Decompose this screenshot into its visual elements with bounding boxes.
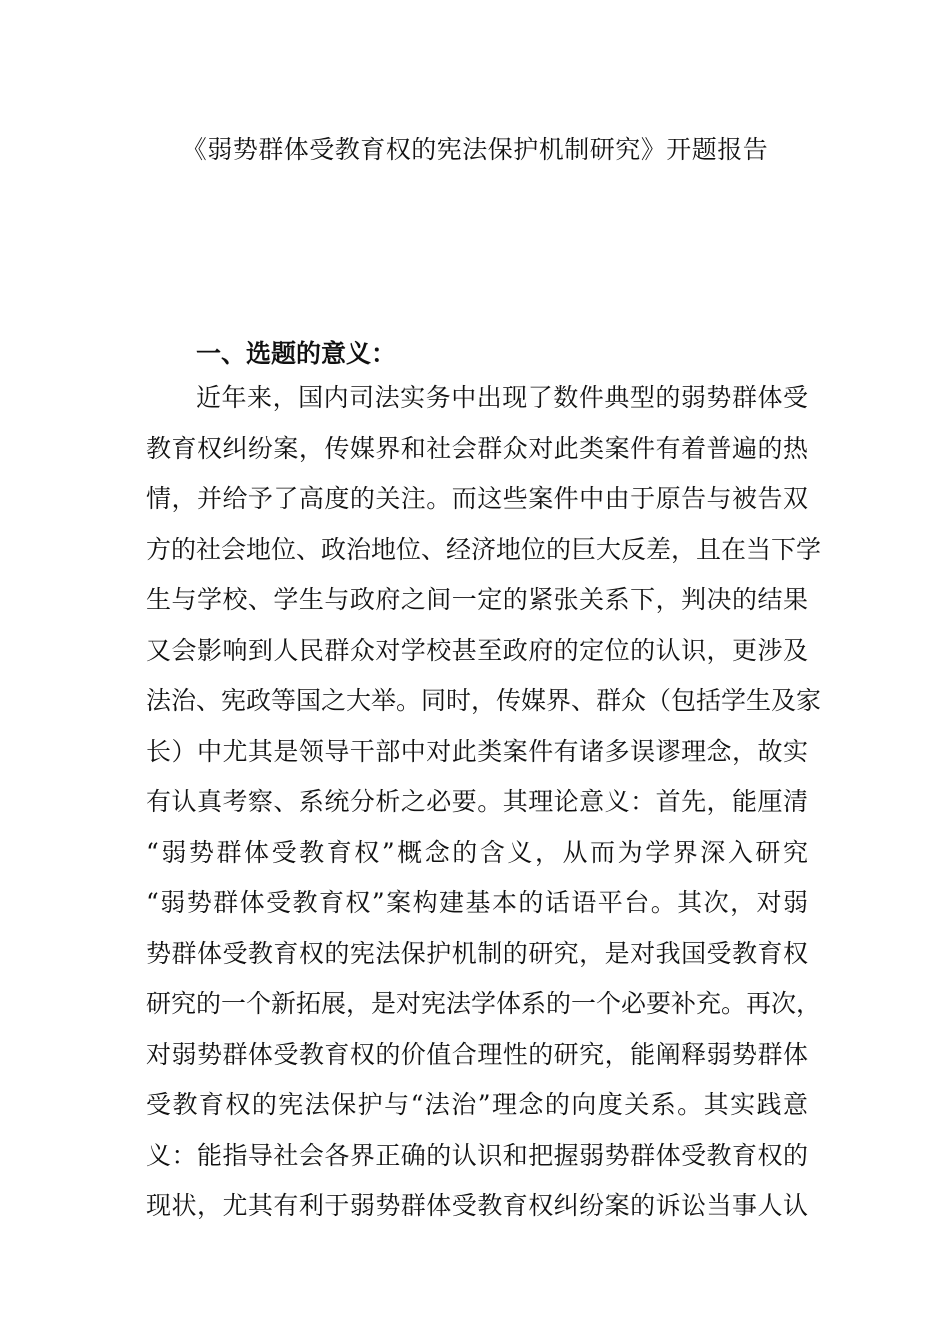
paragraph-line: 长）中尤其是领导干部中对此类案件有诸多误谬理念，故实 [146,736,808,766]
paragraph-line: “弱势群体受教育权”概念的含义，从而为学界深入研究 [146,837,808,867]
section-heading: 一、选题的意义： [196,339,397,368]
paragraph-line: 势群体受教育权的宪法保护机制的研究，是对我国受教育权 [146,938,808,968]
paragraph-line: 受教育权的宪法保护与“法治”理念的向度关系。其实践意 [146,1090,808,1119]
paragraph-line: 对弱势群体受教育权的价值合理性的研究，能阐释弱势群体 [146,1039,808,1069]
paragraph-line: 现状，尤其有利于弱势群体受教育权纠纷案的诉讼当事人认 [146,1191,808,1220]
paragraph-line: 又会影响到人民群众对学校甚至政府的定位的认识，更涉及 [146,635,808,665]
paragraph-line: 教育权纠纷案，传媒界和社会群众对此类案件有着普遍的热 [146,433,808,463]
document-title: 《弱势群体受教育权的宪法保护机制研究》开题报告 [181,135,769,164]
body-paragraph [146,380,822,1239]
paragraph-line: 法治、宪政等国之大举。同时，传媒界、群众（包括学生及家 [146,686,822,715]
paragraph-line: 义：能指导社会各界正确的认识和把握弱势群体受教育权的 [146,1140,808,1170]
paragraph-line: 生与学校、学生与政府之间一定的紧张关系下，判决的结果 [146,585,808,614]
paragraph-line: 方的社会地位、政治地位、经济地位的巨大反差，且在当下学 [146,534,822,564]
paragraph-line: 有认真考察、系统分析之必要。其理论意义：首先，能厘清 [146,787,808,816]
paragraph-line: 研究的一个新拓展，是对宪法学体系的一个必要补充。再次， [146,989,822,1018]
paragraph-line: “弱势群体受教育权”案构建基本的话语平台。其次，对弱 [146,888,808,917]
paragraph-line: 近年来，国内司法实务中出现了数件典型的弱势群体受 [196,383,808,412]
paragraph-line: 情，并给予了高度的关注。而这些案件中由于原告与被告双 [146,484,808,513]
